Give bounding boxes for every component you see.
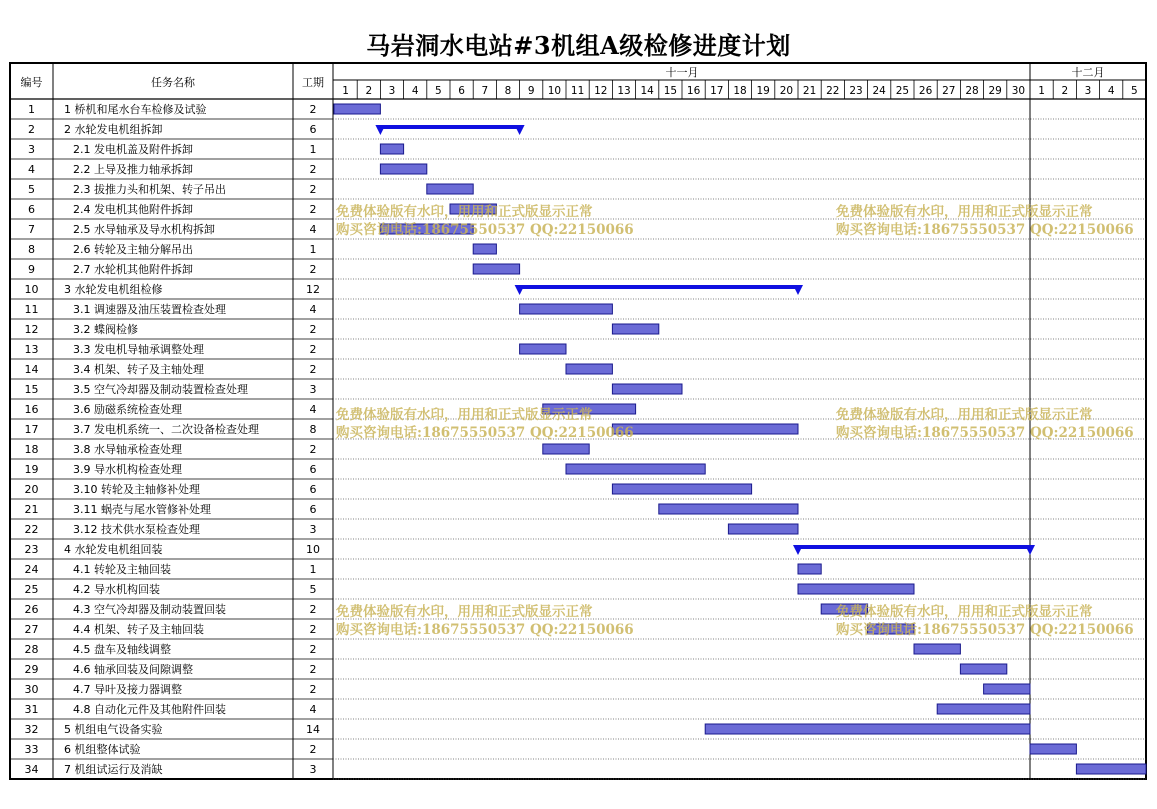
task-id: 17 (24, 423, 39, 436)
task-id: 21 (24, 503, 39, 516)
task-id: 31 (24, 703, 39, 716)
task-id: 6 (28, 203, 35, 216)
watermark-text: 购买咨询电话:18675550537 QQ:22150066 (336, 425, 634, 441)
task-bar (937, 704, 1030, 714)
day-label: 14 (640, 85, 654, 97)
task-name: 2.4 发电机其他附件拆卸 (73, 203, 193, 216)
task-id: 26 (24, 603, 39, 616)
task-id: 11 (24, 303, 39, 316)
task-id: 2 (28, 123, 35, 136)
task-id: 32 (24, 723, 39, 736)
task-bar (520, 344, 566, 354)
task-bar (798, 584, 914, 594)
day-label: 24 (872, 85, 886, 97)
day-label: 30 (1011, 85, 1026, 97)
day-label: 1 (1038, 85, 1045, 97)
task-duration: 4 (309, 703, 317, 716)
task-name: 3.4 机架、转子及主轴处理 (73, 363, 204, 376)
task-bar (1076, 764, 1146, 774)
day-label: 20 (779, 85, 794, 97)
task-bar (566, 364, 612, 374)
task-bar (728, 524, 798, 534)
task-name: 3.9 导水机构检查处理 (73, 463, 182, 476)
day-label: 11 (570, 85, 585, 97)
day-label: 2 (365, 85, 373, 97)
task-bar (334, 104, 380, 114)
month-label: 十一月 (665, 66, 699, 79)
day-label: 29 (988, 85, 1002, 97)
task-id: 27 (24, 623, 39, 636)
month-label: 十二月 (1071, 66, 1105, 79)
task-duration: 10 (306, 543, 320, 556)
task-duration: 1 (309, 563, 317, 576)
summary-start-marker (515, 285, 525, 295)
task-id: 33 (24, 743, 39, 756)
summary-bar (798, 545, 1030, 549)
task-id: 24 (24, 563, 39, 576)
watermark-text: 免费体验版有水印，用用和正式版显示正常 (336, 604, 593, 620)
task-name: 3.3 发电机导轴承调整处理 (73, 343, 204, 356)
header-duration: 工期 (302, 76, 324, 89)
task-id: 14 (24, 363, 39, 376)
task-duration: 6 (309, 483, 317, 496)
day-label: 26 (918, 85, 933, 97)
task-name: 6 机组整体试验 (64, 743, 141, 756)
task-bar (612, 324, 658, 334)
task-duration: 2 (309, 203, 317, 216)
task-name: 2.6 转轮及主轴分解吊出 (73, 243, 193, 256)
task-duration: 4 (309, 223, 317, 236)
task-id: 3 (28, 143, 35, 156)
task-id: 25 (24, 583, 39, 596)
task-name: 4.7 导叶及接力器调整 (73, 683, 182, 696)
task-bar (984, 684, 1030, 694)
task-name: 4.5 盘车及轴线调整 (73, 643, 171, 656)
task-bar (705, 724, 1030, 734)
task-duration: 4 (309, 403, 317, 416)
day-label: 21 (802, 85, 817, 97)
task-id: 34 (24, 763, 39, 776)
day-label: 18 (733, 85, 747, 97)
day-label: 8 (504, 85, 512, 97)
task-id: 19 (24, 463, 39, 476)
task-bar (450, 204, 496, 214)
task-duration: 5 (309, 583, 317, 596)
task-name: 4.2 导水机构回装 (73, 583, 160, 596)
task-bar (520, 304, 613, 314)
task-name: 4.4 机架、转子及主轴回装 (73, 623, 204, 636)
task-bar (380, 144, 403, 154)
task-duration: 2 (309, 163, 317, 176)
watermark-text: 免费体验版有水印，用用和正式版显示正常 (336, 204, 593, 220)
task-name: 5 机组电气设备实验 (64, 723, 163, 736)
task-duration: 8 (309, 423, 317, 436)
task-bar (543, 404, 636, 414)
task-name: 4.3 空气冷却器及制动装置回装 (73, 603, 226, 616)
day-label: 6 (458, 85, 465, 97)
task-duration: 6 (309, 463, 317, 476)
watermark-text: 免费体验版有水印，用用和正式版显示正常 (836, 204, 1093, 220)
task-duration: 2 (309, 323, 317, 336)
task-name: 3.5 空气冷却器及制动装置检查处理 (73, 383, 248, 396)
task-name: 7 机组试运行及消缺 (64, 763, 163, 776)
day-label: 22 (826, 85, 840, 97)
day-label: 10 (547, 85, 562, 97)
task-bar (868, 624, 914, 634)
task-name: 4.1 转轮及主轴回装 (73, 563, 171, 576)
task-name: 3.7 发电机系统一、二次设备检查处理 (73, 423, 259, 436)
task-duration: 1 (309, 143, 317, 156)
task-bar (914, 644, 960, 654)
task-name: 2.1 发电机盖及附件拆卸 (73, 143, 193, 156)
task-bar (612, 424, 798, 434)
watermark-text: 免费体验版有水印，用用和正式版显示正常 (336, 407, 593, 423)
watermark-text: 购买咨询电话:18675550537 QQ:22150066 (336, 622, 634, 638)
task-duration: 2 (309, 343, 317, 356)
task-name: 3.11 蜗壳与尾水管修补处理 (73, 503, 211, 516)
task-duration: 1 (309, 243, 317, 256)
task-duration: 2 (309, 263, 317, 276)
summary-bar (380, 125, 519, 129)
task-id: 5 (28, 183, 35, 196)
task-bar (427, 184, 473, 194)
task-duration: 2 (309, 663, 317, 676)
day-label: 4 (411, 85, 419, 97)
chart-title: 马岩洞水电站#3机组A级检修进度计划 (366, 31, 791, 60)
task-id: 28 (24, 643, 39, 656)
task-bar (566, 464, 705, 474)
task-id: 22 (24, 523, 39, 536)
watermark-text: 购买咨询电话:18675550537 QQ:22150066 (836, 622, 1134, 638)
task-bar (543, 444, 589, 454)
task-duration: 2 (309, 643, 317, 656)
task-bar (473, 244, 496, 254)
task-id: 1 (28, 103, 35, 116)
task-duration: 3 (309, 763, 317, 776)
watermark-text: 购买咨询电话:18675550537 QQ:22150066 (836, 425, 1134, 441)
task-duration: 2 (309, 443, 317, 456)
task-bar (1030, 744, 1076, 754)
task-id: 18 (24, 443, 39, 456)
day-label: 4 (1107, 85, 1115, 97)
day-label: 27 (942, 85, 956, 97)
task-bar (612, 484, 751, 494)
task-id: 7 (28, 223, 35, 236)
task-bar (380, 224, 473, 234)
summary-end-marker (1025, 545, 1035, 555)
task-bar (960, 664, 1006, 674)
task-name: 2 水轮发电机组拆卸 (64, 123, 163, 136)
watermark-text: 免费体验版有水印，用用和正式版显示正常 (836, 604, 1093, 620)
summary-bar (520, 285, 798, 289)
task-name: 4.8 自动化元件及其他附件回装 (73, 703, 226, 716)
day-label: 12 (594, 85, 608, 97)
task-bar (612, 384, 682, 394)
task-id: 30 (24, 683, 39, 696)
task-duration: 6 (309, 123, 317, 136)
day-label: 25 (895, 85, 910, 97)
task-duration: 2 (309, 683, 317, 696)
task-id: 23 (24, 543, 39, 556)
task-id: 13 (24, 343, 39, 356)
task-duration: 2 (309, 623, 317, 636)
task-duration: 2 (309, 363, 317, 376)
task-name: 2.3 拔推力头和机架、转子吊出 (73, 183, 226, 196)
day-label: 3 (1084, 85, 1092, 97)
header-name: 任务名称 (151, 76, 195, 89)
task-id: 15 (24, 383, 39, 396)
task-id: 9 (28, 263, 35, 276)
day-label: 13 (617, 85, 631, 97)
summary-start-marker (375, 125, 385, 135)
task-duration: 2 (309, 103, 317, 116)
day-label: 7 (481, 85, 489, 97)
watermark-text: 购买咨询电话:18675550537 QQ:22150066 (336, 222, 634, 238)
task-id: 12 (24, 323, 39, 336)
task-bar (798, 564, 821, 574)
task-duration: 2 (309, 743, 317, 756)
task-id: 29 (24, 663, 39, 676)
task-name: 1 桥机和尾水台车检修及试验 (64, 103, 207, 116)
task-name: 3.12 技术供水泵检查处理 (73, 523, 200, 536)
task-duration: 3 (309, 523, 317, 536)
task-id: 4 (28, 163, 35, 176)
task-name: 3 水轮发电机组检修 (64, 283, 163, 296)
task-name: 2.7 水轮机其他附件拆卸 (73, 263, 193, 276)
task-id: 20 (24, 483, 39, 496)
task-bar (821, 604, 867, 614)
task-name: 3.1 调速器及油压装置检查处理 (73, 303, 226, 316)
summary-end-marker (515, 125, 525, 135)
day-label: 19 (756, 85, 770, 97)
task-id: 10 (24, 283, 39, 296)
day-label: 9 (527, 85, 535, 97)
day-label: 2 (1061, 85, 1069, 97)
task-name: 3.10 转轮及主轴修补处理 (73, 483, 200, 496)
day-label: 5 (435, 85, 442, 97)
summary-end-marker (793, 285, 803, 295)
day-label: 15 (663, 85, 678, 97)
task-duration: 14 (306, 723, 320, 736)
task-duration: 2 (309, 183, 317, 196)
day-label: 28 (965, 85, 979, 97)
watermark-text: 免费体验版有水印，用用和正式版显示正常 (836, 407, 1093, 423)
task-bar (380, 164, 426, 174)
task-duration: 2 (309, 603, 317, 616)
task-duration: 3 (309, 383, 317, 396)
summary-start-marker (793, 545, 803, 555)
day-label: 23 (849, 85, 863, 97)
day-label: 1 (342, 85, 349, 97)
day-label: 17 (710, 85, 724, 97)
task-bar (659, 504, 798, 514)
task-name: 2.2 上导及推力轴承拆卸 (73, 163, 193, 176)
watermark-text: 购买咨询电话:18675550537 QQ:22150066 (836, 222, 1134, 238)
task-duration: 4 (309, 303, 317, 316)
day-label: 5 (1131, 85, 1138, 97)
task-duration: 12 (306, 283, 320, 296)
task-name: 3.6 励磁系统检查处理 (73, 403, 182, 416)
task-name: 2.5 水导轴承及导水机构拆卸 (73, 223, 215, 236)
task-name: 3.2 蝶阀检修 (73, 323, 138, 336)
task-name: 4.6 轴承回装及间隙调整 (73, 663, 193, 676)
task-bar (473, 264, 519, 274)
day-label: 3 (388, 85, 396, 97)
task-id: 8 (28, 243, 35, 256)
task-id: 16 (24, 403, 39, 416)
task-duration: 6 (309, 503, 317, 516)
day-label: 16 (686, 85, 701, 97)
task-name: 4 水轮发电机组回装 (64, 543, 163, 556)
header-num: 编号 (20, 76, 43, 89)
task-name: 3.8 水导轴承检查处理 (73, 443, 182, 456)
